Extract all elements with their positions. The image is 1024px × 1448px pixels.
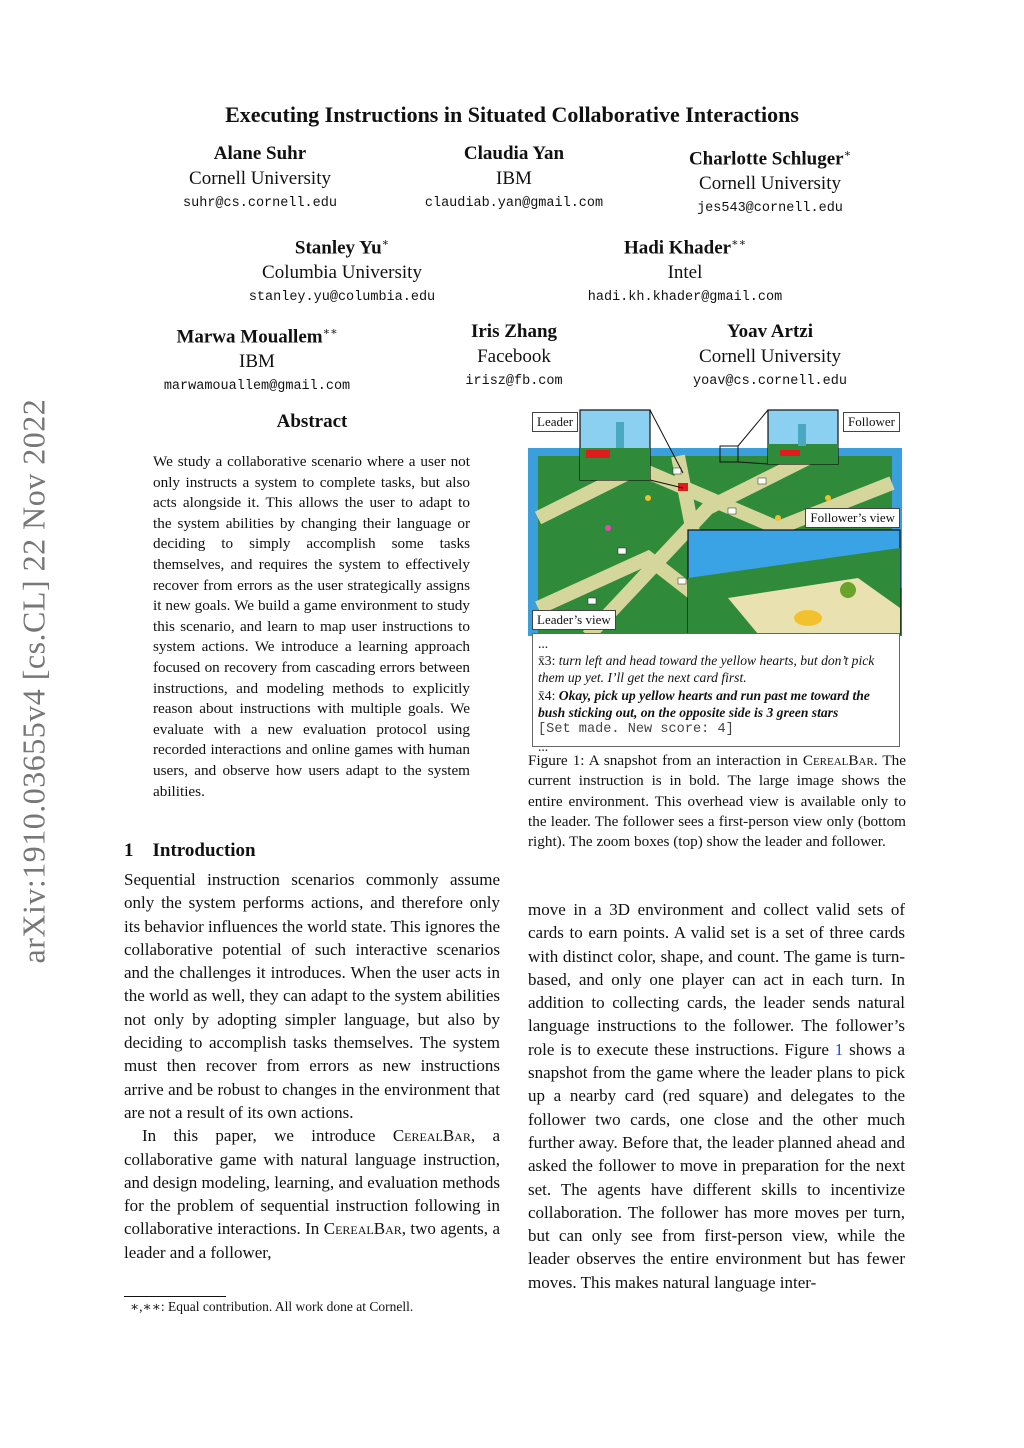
- author-block: [650, 320, 890, 395]
- intro-column-right: [528, 898, 905, 1294]
- section-number: 1: [124, 840, 134, 861]
- author-mark: ∗: [843, 148, 852, 160]
- author-block: [222, 231, 462, 311]
- author-name: Stanley Yu: [294, 237, 382, 259]
- intro-text: , a collaborative game with natural language instruction, and design modeling, learning, and evaluation methods for the problem of sequential instruction following in collaborative interactions. In: [124, 1126, 500, 1239]
- instruction-x3: [538, 652, 894, 686]
- intro-paragraph: Sequential instruction scenarios commonly assume only the system performs actions, and therefore only its behavior influences the world state. This ignores the collaborative potential of such interactive scenarios and the challenges it introduces. When the user acts in the world as well, they can adapt to the system abilities not only by adopting simpler language, but also by deciding to accomplish tasks themselves. The system must then recover from errors as new instructions arrive and be robust to changes in the environment that are not a result of its own actions.: [124, 870, 500, 1122]
- arxiv-stamp: arXiv:1910.03655v4 [cs.CL] 22 Nov 2022: [15, 398, 52, 964]
- author-name: Iris Zhang: [470, 321, 558, 342]
- footnote-rule: [124, 1296, 226, 1297]
- intro-paragraph: [124, 1124, 500, 1264]
- author-block: [394, 320, 634, 395]
- author-affiliation: IBM: [496, 168, 532, 189]
- system-message: [Set made. New score: 4]: [538, 722, 734, 738]
- author-affiliation: Intel: [667, 262, 703, 284]
- author-affiliation: IBM: [239, 351, 275, 373]
- figure-label-follower: Follower: [843, 412, 900, 432]
- instruction-x4: [538, 687, 894, 721]
- author-email[interactable]: claudiab.yan@gmail.com: [424, 196, 604, 211]
- instruction-label: x̄4:: [538, 687, 559, 703]
- author-affiliation: Cornell University: [699, 346, 841, 367]
- abstract-text: We study a collaborative scenario where a user not only instructs a system to complete tasks, but also acts alongside it. This allows the user to adapt to the system abilities by changing their language or deciding to simply accomplish some tasks themselves, and requires the system to effectively recover from errors as the user strategically assigns it new goals. We build a game environment to study this scenario, and learn to map user instructions to system actions. We introduce a learning approach focused on recovery from cascading errors between instructions, and modeling methods to explicitly reason about instructions with multiple goals. We evaluate with a new evaluation protocol using recorded interactions and online games with human users, and observe how users adapt to the system abilities.: [153, 453, 470, 800]
- author-mark: ∗∗: [322, 326, 338, 338]
- author-name: Alane Suhr: [213, 143, 307, 164]
- instruction-text: Okay, pick up yellow hearts and run past me toward the bush sticking out, on the opposite side is 3 green stars: [538, 687, 870, 720]
- author-affiliation: Cornell University: [699, 173, 841, 195]
- game-name: CerealBar: [802, 752, 874, 769]
- author-mark: ∗∗: [731, 237, 747, 249]
- intro-paragraph: [528, 898, 905, 1294]
- author-affiliation: Columbia University: [262, 262, 422, 284]
- figure-label-leader: Leader: [532, 412, 578, 432]
- author-block: [565, 231, 805, 311]
- author-block: [394, 142, 634, 217]
- figure-label-leader-view: Leader’s view: [532, 610, 616, 630]
- game-name: CerealBar: [392, 1126, 471, 1146]
- caption-text: . The current instruction is in bold. The large image shows the entire environment. This overhead view is available only to the leader. The follower sees a first-person view only (bottom right). The zoom boxes (top) show the leader and follower.: [528, 752, 906, 851]
- section-title: Introduction: [152, 840, 256, 861]
- author-mark: ∗: [381, 237, 390, 249]
- instruction-dialog: [532, 633, 900, 755]
- author-block: [137, 320, 377, 400]
- figure-1-image: [528, 408, 902, 636]
- author-affiliation: Facebook: [477, 346, 551, 367]
- author-name: Marwa Mouallem: [176, 326, 323, 348]
- author-block: [140, 142, 380, 217]
- dialog-ellipsis: ...: [538, 739, 549, 755]
- abstract-heading: Abstract: [276, 411, 348, 432]
- author-block: [650, 142, 890, 222]
- intro-column-left: [124, 868, 500, 1264]
- intro-text: shows a snapshot from the game where the leader plans to pick up a nearby card (red square) and delegates to the follower two cards, one close and the other much further away. Before that, the leader planned ahead and asked the follower to move in preparation for the next set. The agents have different skills to incentivize collaboration. The follower has more moves per turn, but can only see from first-person view, while the leader observes the entire environment but has fewer moves. This makes natural language inter-: [528, 1039, 905, 1292]
- author-affiliation: Cornell University: [189, 168, 331, 189]
- section-heading: [124, 840, 256, 862]
- author-email[interactable]: irisz@fb.com: [465, 374, 563, 389]
- author-email[interactable]: jes543@cornell.edu: [697, 201, 843, 217]
- paper-title: Executing Instructions in Situated Collaborative Interactions: [225, 102, 799, 127]
- intro-text: , two agents, a leader and a follower,: [124, 1219, 500, 1262]
- figure-caption: [528, 751, 906, 852]
- caption-text: Figure 1: A snapshot from an interaction in: [528, 752, 803, 769]
- author-name: Charlotte Schluger: [688, 148, 844, 170]
- instruction-text: turn left and head toward the yellow hearts, but don’t pick them up yet. I’ll get the next card first.: [538, 653, 875, 686]
- footnote: ∗,∗∗: Equal contribution. All work done at Cornell.: [130, 1299, 414, 1314]
- intro-text: In this paper, we introduce: [142, 1126, 393, 1146]
- figure-ref-link[interactable]: 1: [834, 1039, 844, 1059]
- author-name: Yoav Artzi: [726, 321, 813, 342]
- author-email[interactable]: suhr@cs.cornell.edu: [183, 196, 337, 211]
- author-email[interactable]: yoav@cs.cornell.edu: [693, 374, 847, 389]
- author-name: Hadi Khader: [623, 237, 732, 259]
- author-email[interactable]: marwamouallem@gmail.com: [163, 379, 351, 395]
- author-email[interactable]: hadi.kh.khader@gmail.com: [587, 290, 783, 306]
- author-name: Claudia Yan: [463, 143, 565, 164]
- dialog-ellipsis: ...: [538, 636, 549, 651]
- game-name: CerealBar: [323, 1219, 402, 1239]
- figure-label-follower-view: Follower’s view: [805, 508, 900, 528]
- author-email[interactable]: stanley.yu@columbia.edu: [248, 290, 436, 306]
- intro-text: move in a 3D environment and collect valid sets of cards to earn points. A valid set is a set of three cards with distinct color, shape, and count. The game is turn-based, and only one player can act in each turn. In addition to collecting cards, the leader sends natural language instructions to the follower. The follower’s role is to execute these instructions. Figure: [528, 900, 905, 1059]
- instruction-label: x̄3:: [538, 653, 559, 669]
